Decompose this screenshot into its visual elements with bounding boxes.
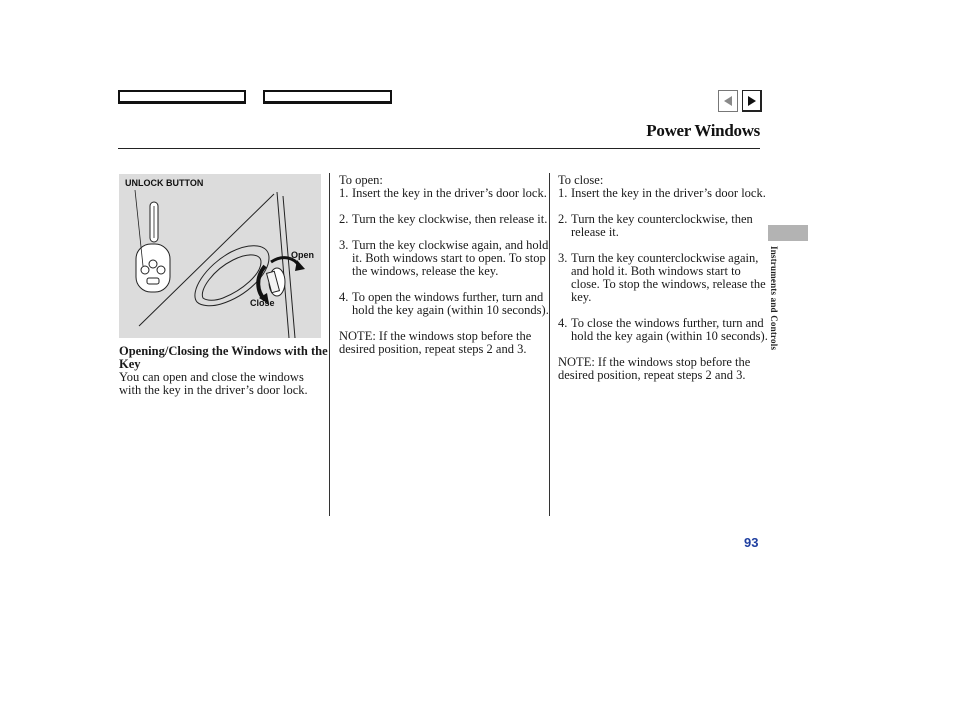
step-number: 2. [339, 212, 349, 226]
close-direction-label: Close [250, 298, 275, 308]
step-number: 4. [339, 290, 349, 304]
open-step [339, 213, 551, 226]
open-step [339, 291, 551, 317]
nav-link-box-index[interactable] [263, 90, 392, 104]
section-label: Instruments and Controls [769, 246, 779, 351]
close-step [558, 187, 768, 200]
previous-page-icon [723, 95, 733, 107]
section-tab [768, 225, 808, 241]
close-instructions [558, 174, 768, 382]
step-text: Insert the key in the driver’s door lock. [352, 186, 547, 200]
step-text: To open the windows further, turn and hold the key again (within 10 seconds). [352, 290, 549, 317]
column-divider [329, 173, 330, 516]
next-page-button[interactable] [742, 90, 762, 112]
step-number: 1. [339, 186, 349, 200]
step-text: Turn the key counterclockwise, then release it. [571, 212, 753, 239]
open-intro: To open: [339, 173, 383, 187]
step-number: 2. [558, 212, 568, 226]
key-door-lock-illustration [119, 174, 321, 338]
figure-caption-heading: Opening/Closing the Windows with the Key [119, 344, 328, 371]
next-page-icon [747, 95, 757, 107]
step-number: 4. [558, 316, 568, 330]
close-step [558, 252, 768, 304]
title-divider [118, 148, 760, 149]
nav-link-box-contents[interactable] [118, 90, 246, 104]
page-title: Power Windows [646, 121, 760, 140]
step-number: 3. [558, 251, 568, 265]
close-intro: To close: [558, 173, 604, 187]
step-number: 3. [339, 238, 349, 252]
step-text: Turn the key counterclockwise again, and hold it. Both windows start to close. To stop the windows, release the key. [571, 251, 766, 304]
open-step [339, 187, 551, 200]
step-text: Turn the key clockwise, then release it. [352, 212, 548, 226]
unlock-button-label: UNLOCK BUTTON [125, 178, 204, 188]
figure-caption-body: You can open and close the windows with the key in the driver’s door lock. [119, 370, 308, 397]
open-step [339, 239, 551, 278]
step-text: Insert the key in the driver’s door lock. [571, 186, 766, 200]
step-text: To close the windows further, turn and hold the key again (within 10 seconds). [571, 316, 768, 343]
close-step [558, 317, 768, 343]
close-note: NOTE: If the windows stop before the desired position, repeat steps 2 and 3. [558, 355, 751, 382]
open-instructions [339, 174, 551, 356]
open-note: NOTE: If the windows stop before the desired position, repeat steps 2 and 3. [339, 329, 532, 356]
previous-page-button[interactable] [718, 90, 738, 112]
step-number: 1. [558, 186, 568, 200]
close-step [558, 213, 768, 239]
step-text: Turn the key clockwise again, and hold it. Both windows start to open. To stop the windows, release the key. [352, 238, 549, 278]
page-number: 93 [744, 535, 759, 550]
open-direction-label: Open [291, 250, 315, 260]
